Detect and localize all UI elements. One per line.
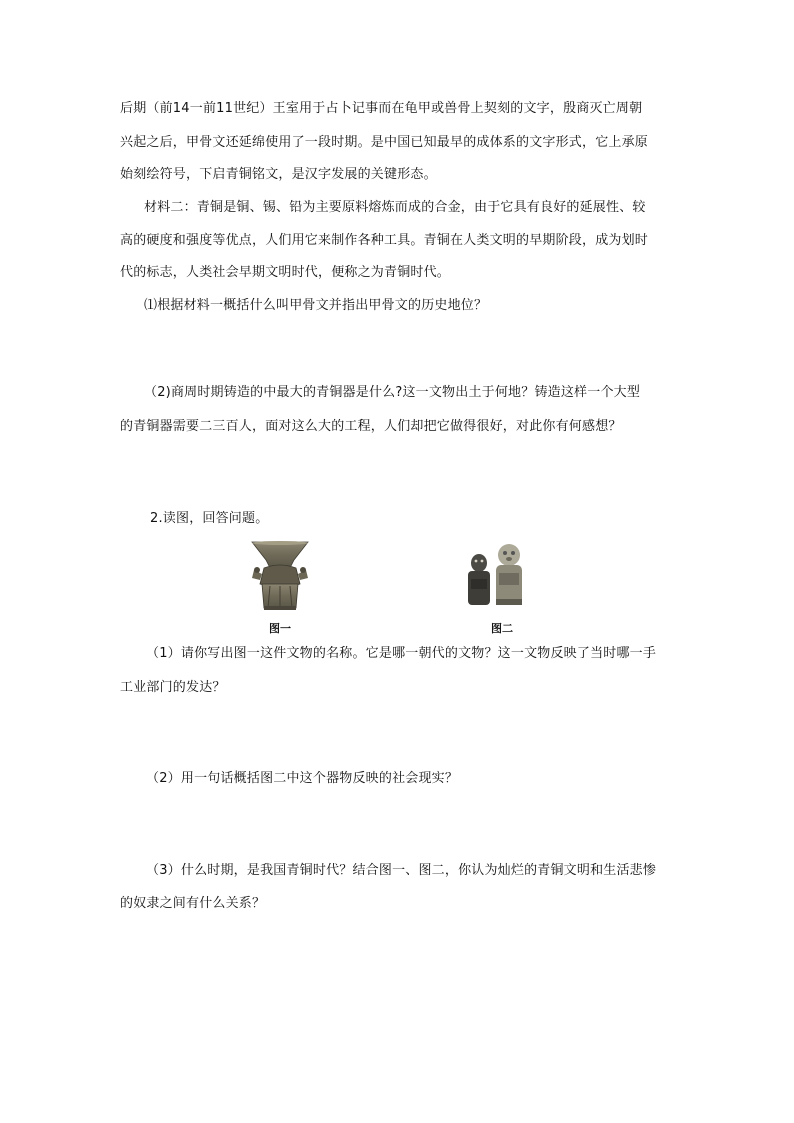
- figure-1-bronze-vessel: [244, 540, 316, 612]
- question-2-line-2: 的青铜器需要二三百人，面对这么大的工程，人们却把它做得很好，对此你有何感想？: [120, 419, 622, 434]
- section-2-question-1-line-1: （1）请你写出图一这件文物的名称。它是哪一朝代的文物？这一文物反映了当时哪一手: [146, 646, 657, 661]
- figure-2-slave-figurines: [462, 543, 532, 609]
- paragraph-2-line-2: 高的硬度和强度等优点，人们用它来制作各种工具。青铜在人类文明的早期阶段，成为划时: [120, 233, 649, 248]
- section-2-question-1-line-2: 工业部门的发达？: [120, 680, 226, 695]
- figure-1-caption: 图一: [269, 622, 291, 635]
- section-2-question-3-line-2: 的奴隶之间有什么关系？: [120, 896, 266, 911]
- bronze-vessel-image: [244, 540, 316, 612]
- figure-2-caption: 图二: [491, 622, 513, 635]
- paragraph-1-line-1: 后期（前14一前11世纪）王室用于占卜记事而在龟甲或兽骨上契刻的文字，殷商灭亡周朝: [120, 101, 643, 116]
- section-2-question-3-line-1: （3）什么时期，是我国青铜时代？结合图一、图二，你认为灿烂的青铜文明和生活悲惨: [146, 863, 657, 878]
- paragraph-2-line-3: 代的标志，人类社会早期文明时代，便称之为青铜时代。: [120, 265, 451, 280]
- question-2-line-1: （2)商周时期铸造的中最大的青铜器是什么?这一文物出土于何地？铸造这样一个大型: [144, 385, 641, 400]
- question-1: ⑴根据材料一概括什么叫甲骨文并指出甲骨文的历史地位？: [144, 298, 488, 313]
- section-2-heading: 2.读图，回答问题。: [150, 511, 269, 526]
- paragraph-2-line-1: 材料二：青铜是铜、锡、铅为主要原料熔炼而成的合金，由于它具有良好的延展性、较: [144, 200, 646, 215]
- section-2-question-2: （2）用一句话概括图二中这个器物反映的社会现实？: [146, 771, 459, 786]
- paragraph-1-line-2: 兴起之后，甲骨文还延绵使用了一段时期。是中国已知最早的成体系的文字形式，它上承原: [120, 135, 649, 150]
- paragraph-1-line-3: 始刻绘符号，下启青铜铭文，是汉字发展的关键形态。: [120, 167, 437, 182]
- figurines-image: [462, 543, 532, 609]
